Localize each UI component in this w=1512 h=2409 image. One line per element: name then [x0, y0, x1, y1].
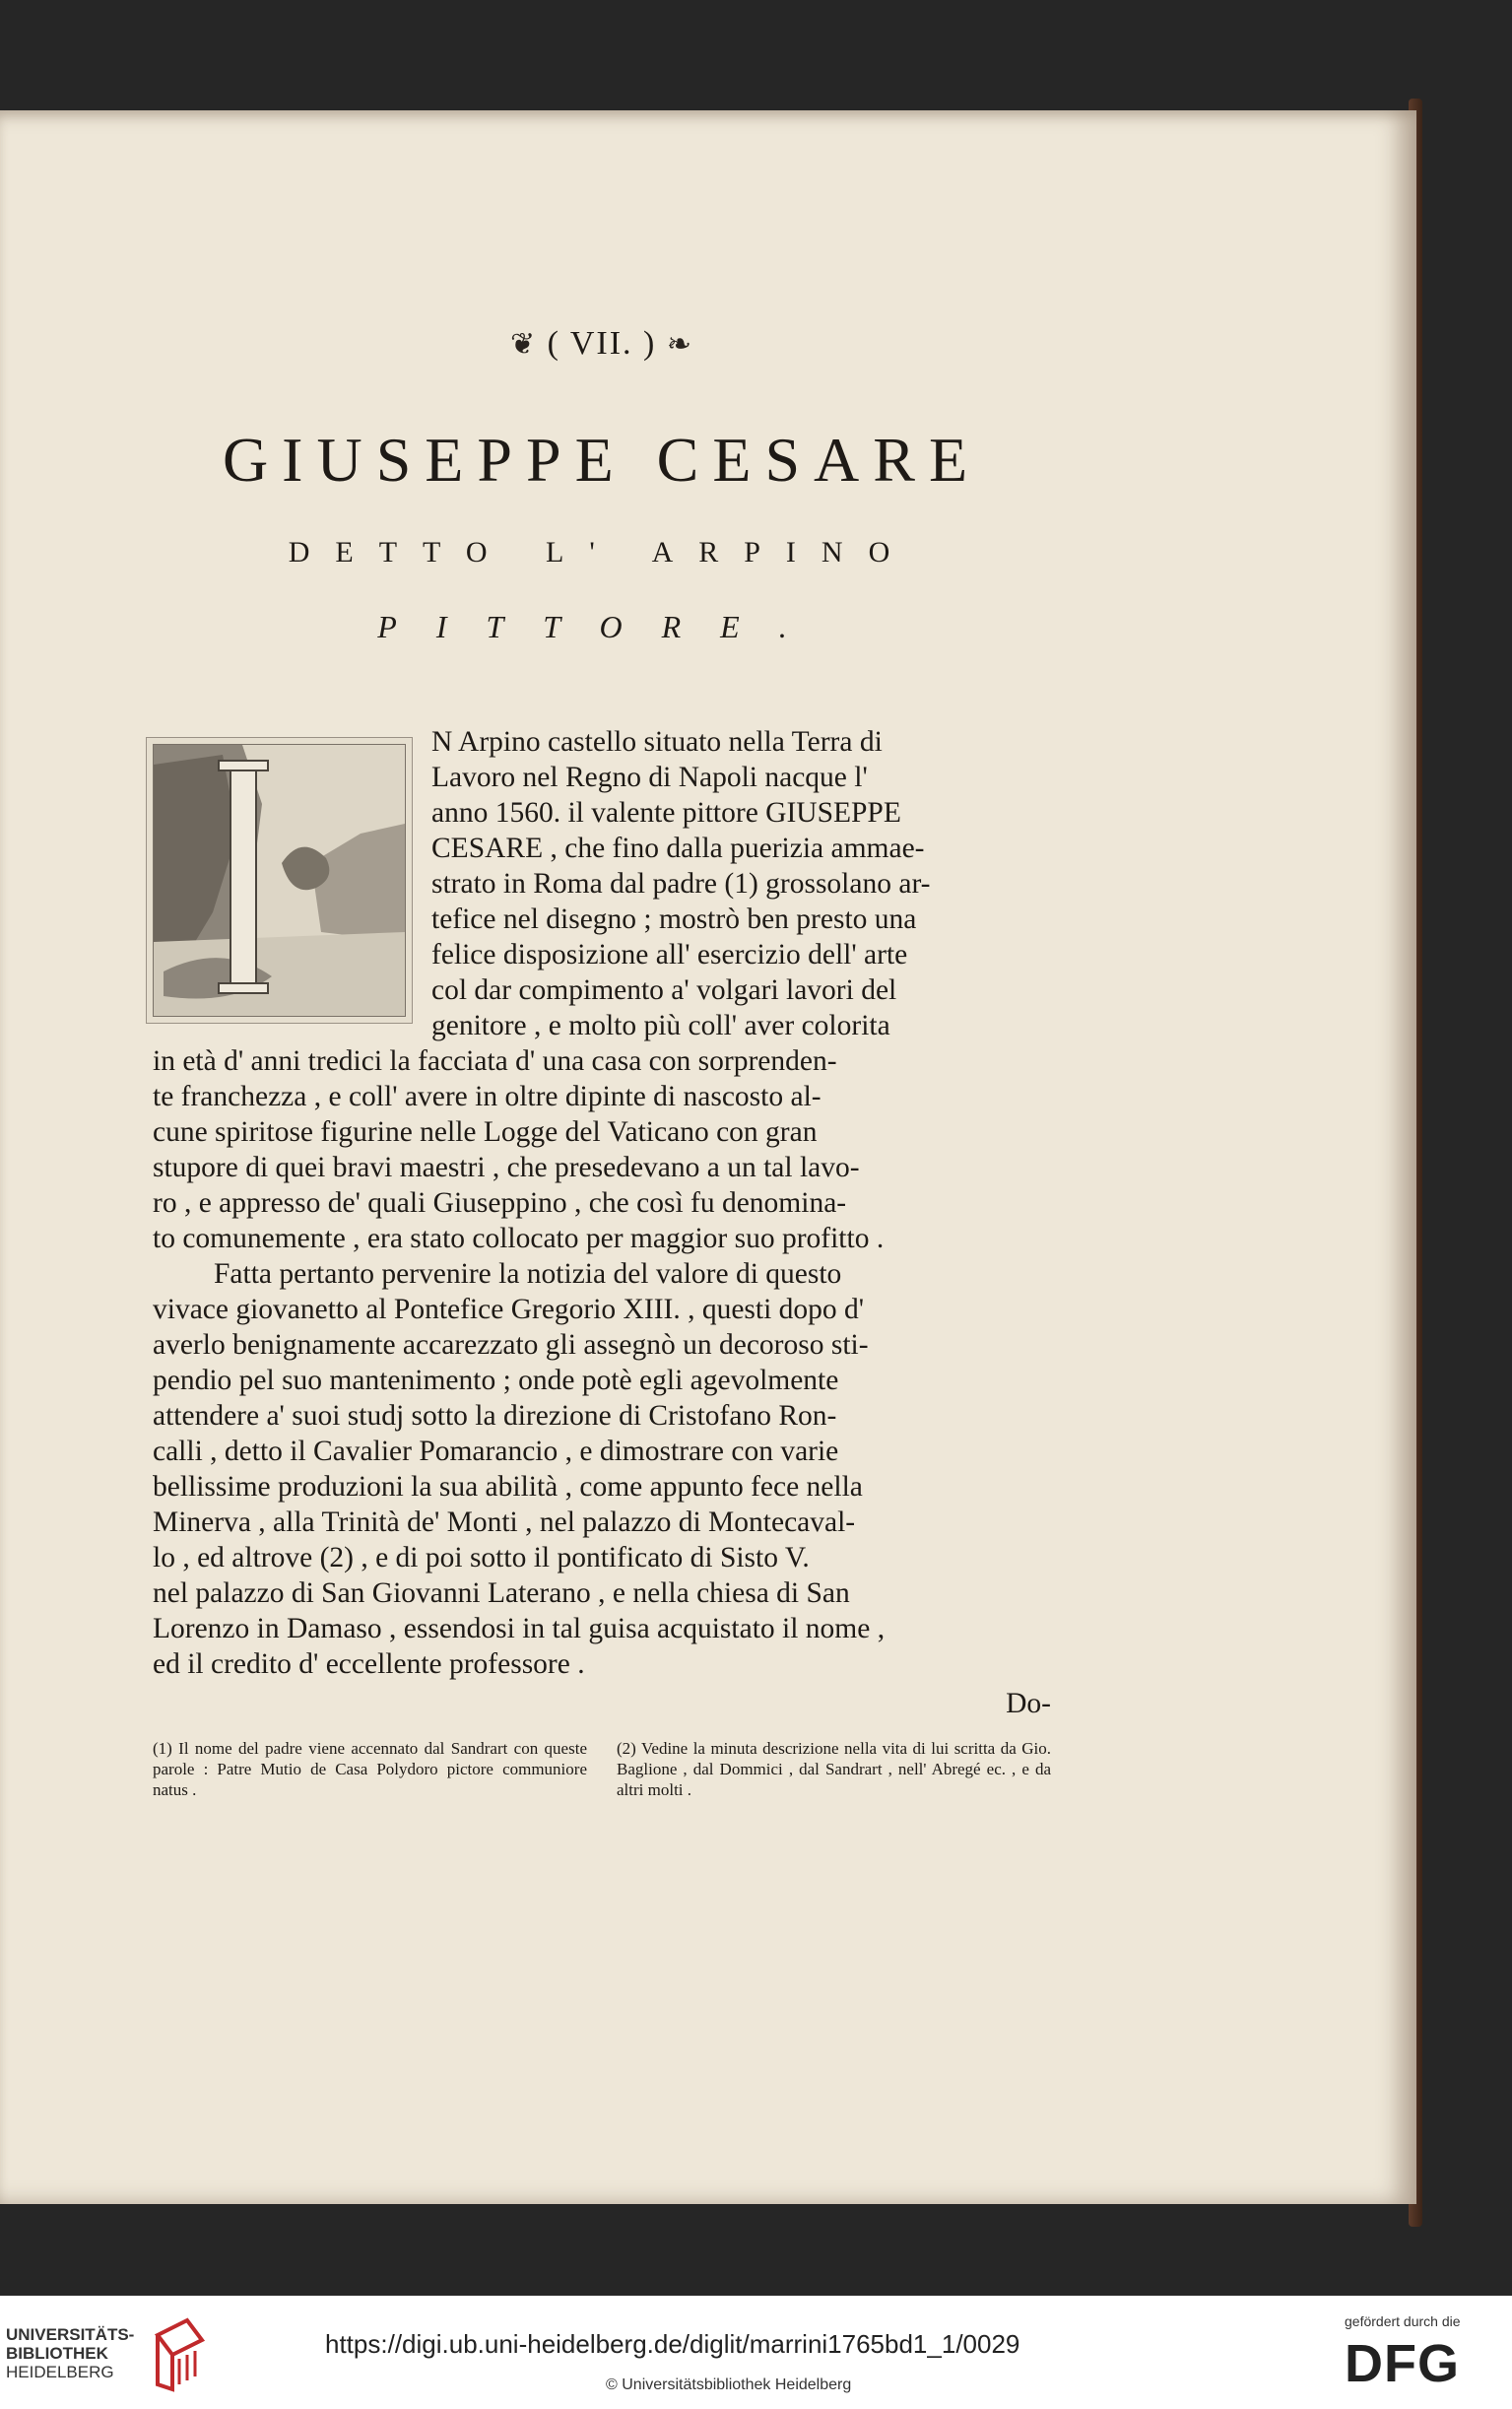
footer-bar: [0, 2296, 1512, 2409]
text-line: ed il credito d' eccellente professore .: [153, 1648, 585, 1680]
text-line: Lavoro nel Regno di Napoli nacque l': [431, 762, 868, 793]
dfg-logo[interactable]: DFG: [1345, 2334, 1460, 2393]
page-number: ( VII. ): [547, 325, 657, 362]
text-line: CESARE , che fino dalla puerizia ammae-: [431, 833, 925, 864]
text-line: Fatta pertanto pervenire la notizia del valore di questo: [214, 1258, 842, 1290]
text-line: Minerva , alla Trinità de' Monti , nel palazzo di Montecaval-: [153, 1506, 856, 1538]
page-content: [153, 325, 1051, 1800]
library-name-line-2: BIBLIOTHEK: [6, 2344, 108, 2363]
text-line: col dar compimento a' volgari lavori del: [431, 974, 897, 1006]
page-title: GIUSEPPE CESARE: [222, 425, 982, 495]
text-line: cune spiritose figurine nelle Logge del Vaticano con gran: [153, 1116, 818, 1148]
catchword: Do-: [1006, 1688, 1051, 1719]
copyright-text: © Universitätsbibliothek Heidelberg: [606, 2376, 852, 2393]
text-line: to comunemente , era stato collocato per maggior suo profitto .: [153, 1223, 885, 1254]
text-line: calli , detto il Cavalier Pomarancio , e dimostrare con varie: [153, 1436, 839, 1467]
text-line: anno 1560. il valente pittore GIUSEPPE: [431, 797, 901, 829]
footnote-1: (1) Il nome del padre viene accennato dal Sandrart con queste parole : Patre Mutio de Casa Polydoro pictore communiore natus .: [153, 1739, 587, 1799]
landscape-initial-icon: [154, 745, 405, 1016]
text-line: pendio pel suo mantenimento ; onde potè egli agevolmente: [153, 1365, 839, 1396]
text-line: in età d' anni tredici la facciata d' una casa con sorprenden-: [153, 1045, 837, 1077]
text-line: averlo benignamente accarezzato gli assegnò un decoroso sti-: [153, 1329, 869, 1361]
ornament-left-icon: ❦: [509, 328, 538, 361]
role-heading: PITTORE.: [377, 609, 826, 644]
funding-label: gefördert durch die: [1345, 2313, 1461, 2329]
library-emblem-icon: [148, 2315, 207, 2394]
text-line: Lorenzo in Damaso , essendosi in tal guisa acquistato il nome ,: [153, 1613, 886, 1644]
decorated-initial: [153, 744, 406, 1017]
footnote-2: (2) Vedine la minuta descrizione nella vita di lui scritta da Gio. Baglione , dal Dommici , dal Sandrart , nell' Abregé ec. , e da altri molti .: [617, 1739, 1051, 1799]
text-line: lo , ed altrove (2) , e di poi sotto il pontificato di Sisto V.: [153, 1542, 810, 1573]
ornament-right-icon: ❧: [666, 328, 693, 361]
text-line: stupore di quei bravi maestri , che presedevano a un tal lavo-: [153, 1152, 860, 1183]
text-line: tefice nel disegno ; mostrò ben presto una: [431, 903, 917, 935]
footnotes: [153, 1738, 1051, 1800]
library-name-line-1: UNIVERSITÄTS-: [6, 2325, 135, 2344]
paragraph-1-rest: [153, 1043, 1051, 1256]
library-name-line-3: HEIDELBERG: [6, 2363, 114, 2381]
text-line: bellissime produzioni la sua abilità , come appunto fece nella: [153, 1471, 863, 1503]
text-line: ro , e appresso de' quali Giuseppino , che così fu denomina-: [153, 1187, 847, 1219]
subtitle: DETTO L' ARPINO: [288, 536, 916, 569]
page-number-line: [153, 325, 1051, 384]
text-line: N Arpino castello situato nella Terra di: [431, 726, 883, 758]
library-logo[interactable]: [0, 2315, 227, 2394]
text-line: te franchezza , e coll' avere in oltre dipinte di nascosto al-: [153, 1081, 822, 1112]
text-line: attendere a' suoi studj sotto la direzione di Cristofano Ron-: [153, 1400, 837, 1432]
text-line: strato in Roma dal padre (1) grossolano ar-: [431, 868, 931, 900]
text-line: nel palazzo di San Giovanni Laterano , e nella chiesa di San: [153, 1577, 850, 1609]
paragraph-2: [153, 1256, 1051, 1682]
text-line: felice disposizione all' esercizio dell' arte: [431, 939, 908, 970]
page-url-link[interactable]: https://digi.ub.uni-heidelberg.de/diglit/marrini1765bd1_1/0029: [325, 2329, 1020, 2359]
body-text: [153, 724, 1051, 1800]
text-line: vivace giovanetto al Pontefice Gregorio XIII. , questi dopo d': [153, 1294, 865, 1325]
text-line: genitore , e molto più coll' aver colorita: [431, 1010, 890, 1041]
